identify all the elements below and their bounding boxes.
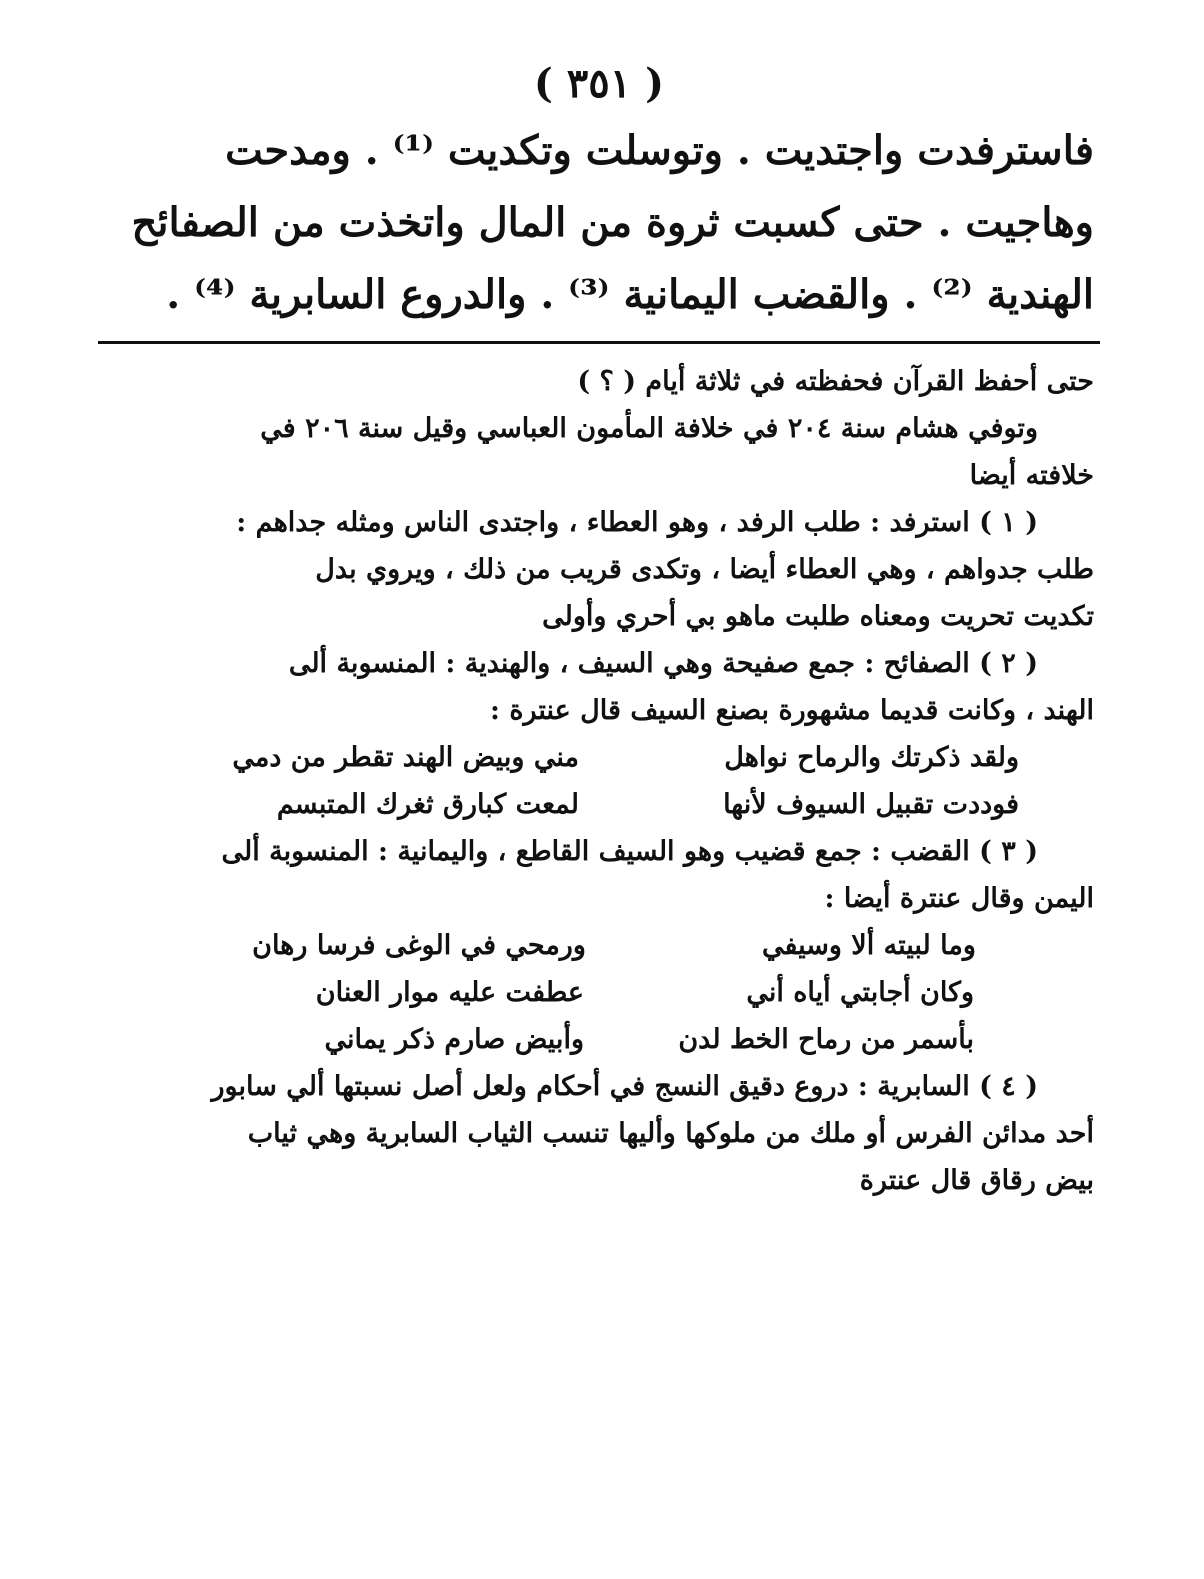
note-line: بيض رقاق قال عنترة: [859, 1165, 1094, 1196]
note-line: طلب جدواهم ، وهي العطاء أيضا ، وتكدى قريب من ذلك ، ويروي بدل: [315, 554, 1094, 585]
footnote-divider: [98, 341, 1100, 344]
main-line: الهندية ⁽²⁾ . والقضب اليمانية ⁽³⁾ . والدروع السابرية ⁽⁴⁾ .: [166, 271, 1094, 318]
note-line: خلافته أيضا: [969, 460, 1094, 491]
verse-second-half: لمعت كبارق ثغرك المتبسم: [276, 789, 579, 820]
verse-first-half: فوددت تقبيل السيوف لأنها: [723, 789, 1019, 820]
poem-verse: [194, 1016, 1034, 1063]
main-line: وهاجيت . حتى كسبت ثروة من المال واتخذت من الصفائح: [131, 199, 1094, 246]
note-line: وتوفي هشام سنة ٢٠٤ في خلافة المأمون العباسي وقيل سنة ٢٠٦ في: [260, 413, 1038, 444]
main-line: فاسترفدت واجتديت . وتوسلت وتكديت ⁽¹⁾ . ومدحت: [225, 127, 1094, 174]
verse-first-half: بأسمر من رماح الخط لدن: [678, 1024, 974, 1055]
poem-block-1: [104, 734, 1094, 828]
poem-verse: [194, 969, 1034, 1016]
poem-block-2: [104, 922, 1094, 1063]
footnote-1: ( ١ ) استرفد : طلب الرفد ، وهو العطاء ، واجتدى الناس ومثله جداهم :: [236, 507, 1038, 538]
note-line: الهند ، وكانت قديما مشهورة بصنع السيف قال عنترة :: [489, 695, 1094, 726]
note-line: أحد مدائن الفرس أو ملك من ملوكها وأليها تنسب الثياب السابرية وهي ثياب: [247, 1118, 1094, 1149]
footnote-4: ( ٤ ) السابرية : دروع دقيق النسج في أحكام ولعل أصل نسبتها ألي سابور: [211, 1071, 1038, 1102]
verse-first-half: وما لبيته ألا وسيفي: [761, 930, 976, 961]
verse-second-half: عطفت عليه موار العنان: [315, 977, 584, 1008]
verse-first-half: ولقد ذكرتك والرماح نواهل: [724, 742, 1019, 773]
poem-verse: [144, 734, 1074, 781]
verse-second-half: ورمحي في الوغى فرسا رهان: [252, 930, 586, 961]
main-text: [104, 115, 1094, 331]
poem-verse: [144, 781, 1074, 828]
footnotes: [104, 358, 1094, 1204]
page-number: ( ٣٥١ ): [533, 60, 665, 107]
footnote-3: ( ٣ ) القضب : جمع قضيب وهو السيف القاطع ، واليمانية : المنسوبة ألى: [221, 836, 1038, 867]
note-line: حتى أحفظ القرآن فحفظته في ثلاثة أيام ( ؟ ): [577, 366, 1094, 397]
footnote-2: ( ٢ ) الصفائح : جمع صفيحة وهي السيف ، والهندية : المنسوبة ألى: [288, 648, 1038, 679]
verse-second-half: وأبيض صارم ذكر يماني: [324, 1024, 584, 1055]
note-line: تكديت تحريت ومعناه طلبت ماهو بي أحري وأولى: [542, 601, 1094, 632]
note-line: اليمن وقال عنترة أيضا :: [824, 883, 1094, 914]
verse-second-half: مني وبيض الهند تقطر من دمي: [232, 742, 579, 773]
verse-first-half: وكان أجابتي أياه أني: [746, 977, 974, 1008]
poem-verse: [194, 922, 1034, 969]
